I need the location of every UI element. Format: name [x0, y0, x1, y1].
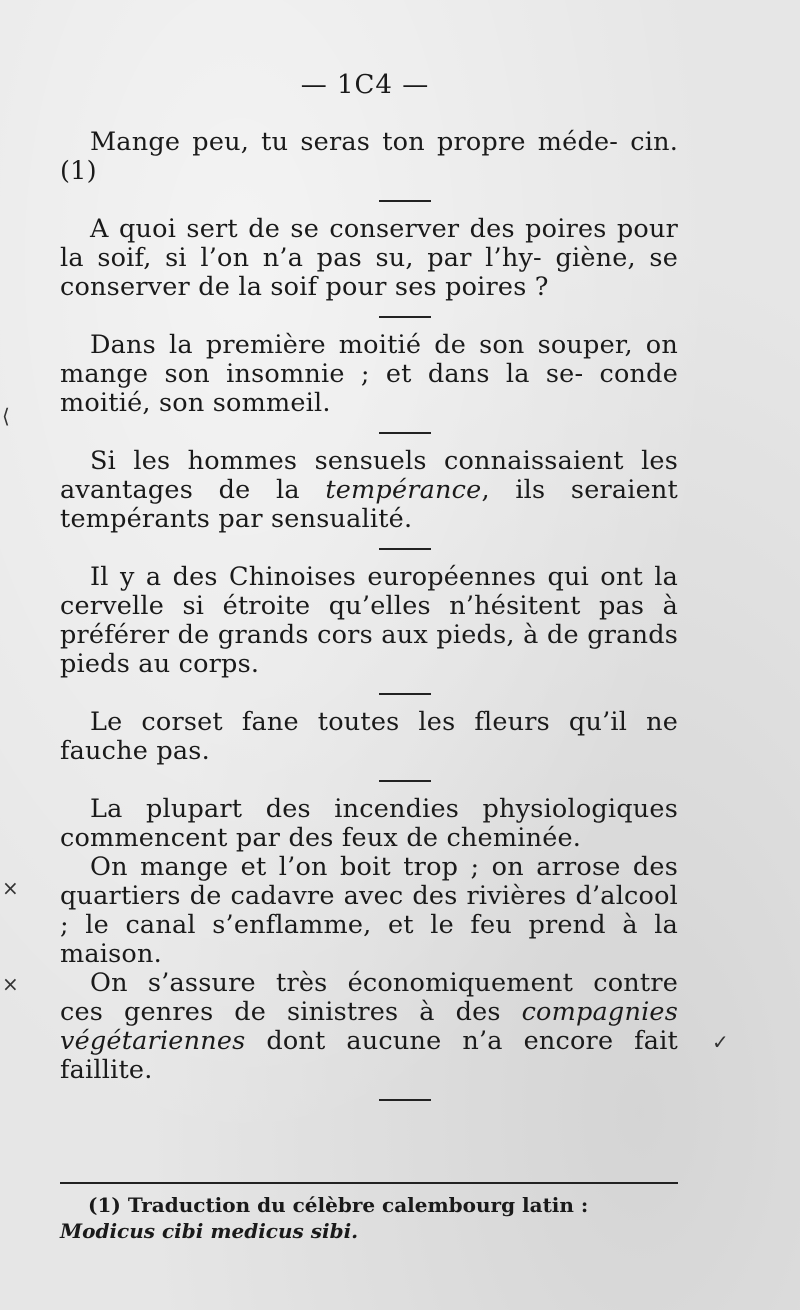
- margin-cross-mark: ×: [2, 972, 19, 996]
- paragraph-9-text-a: On s’assure très économiquement contre ces genres de sinistres à des: [60, 968, 678, 1027]
- footnote: [60, 1192, 678, 1244]
- paragraph-4-italic: tempérance: [325, 475, 482, 505]
- paragraph-8: On mange et l’on boit trop ; on arrose des quartiers de cadavre avec des rivières d’alcool ; le canal s’enflamme, et le feu prend à la maison.: [60, 852, 678, 969]
- main-text: [60, 128, 678, 1114]
- paragraph-1: Mange peu, tu seras ton propre méde- cin. (1): [60, 127, 678, 186]
- footnote-line-1: [60, 1192, 678, 1218]
- separator-rule: [379, 432, 431, 434]
- paragraph-5: Il y a des Chinoises européennes qui ont la cervelle si étroite qu’elles n’hésitent pas à préférer de grands cors aux pieds, à de grands pieds au corps.: [60, 562, 678, 679]
- paragraph-3: Dans la première moitié de son souper, on mange son insomnie ; et dans la se- conde moitié, son sommeil.: [60, 330, 678, 418]
- footnote-rule: [60, 1182, 678, 1184]
- footnote-latin: Modicus cibi medicus sibi.: [60, 1219, 359, 1243]
- page-number: — 1C4 —: [300, 70, 430, 100]
- margin-bracket-mark: ⟨: [2, 404, 10, 428]
- margin-cross-mark: ×: [2, 876, 19, 900]
- paragraph-4-text-a: Si les hommes sensuels connaissaient les avantages de la: [60, 446, 678, 505]
- separator-rule: [379, 200, 431, 202]
- paragraph-2: A quoi sert de se conserver des poires pour la soif, si l’on n’a pas su, par l’hy- giène, se conserver de la soif pour ses poires ?: [60, 214, 678, 302]
- paragraph-6: Le corset fane toutes les fleurs qu’il ne fauche pas.: [60, 707, 678, 766]
- paragraph-4-text-b: , ils seraient tempérants par sensualité.: [60, 475, 678, 534]
- footnote-marker: (1): [88, 1193, 121, 1217]
- margin-check-mark: ✓: [712, 1030, 729, 1054]
- separator-rule: [379, 693, 431, 695]
- paragraph-9-text-b: dont aucune n’a encore fait faillite.: [60, 1026, 678, 1085]
- separator-rule: [379, 548, 431, 550]
- paragraph-9: [60, 969, 678, 1085]
- separator-rule: [379, 780, 431, 782]
- footnote-line-2: [60, 1218, 678, 1244]
- paragraph-9-italic: compagnies végétariennes: [60, 997, 678, 1056]
- separator-rule: [379, 1099, 431, 1101]
- separator-rule: [379, 316, 431, 318]
- paragraph-4: [60, 447, 678, 534]
- paragraph-7: La plupart des incendies physiologiques commencent par des feux de cheminée.: [60, 794, 678, 853]
- footnote-text: Traduction du célèbre calembourg latin :: [127, 1193, 589, 1217]
